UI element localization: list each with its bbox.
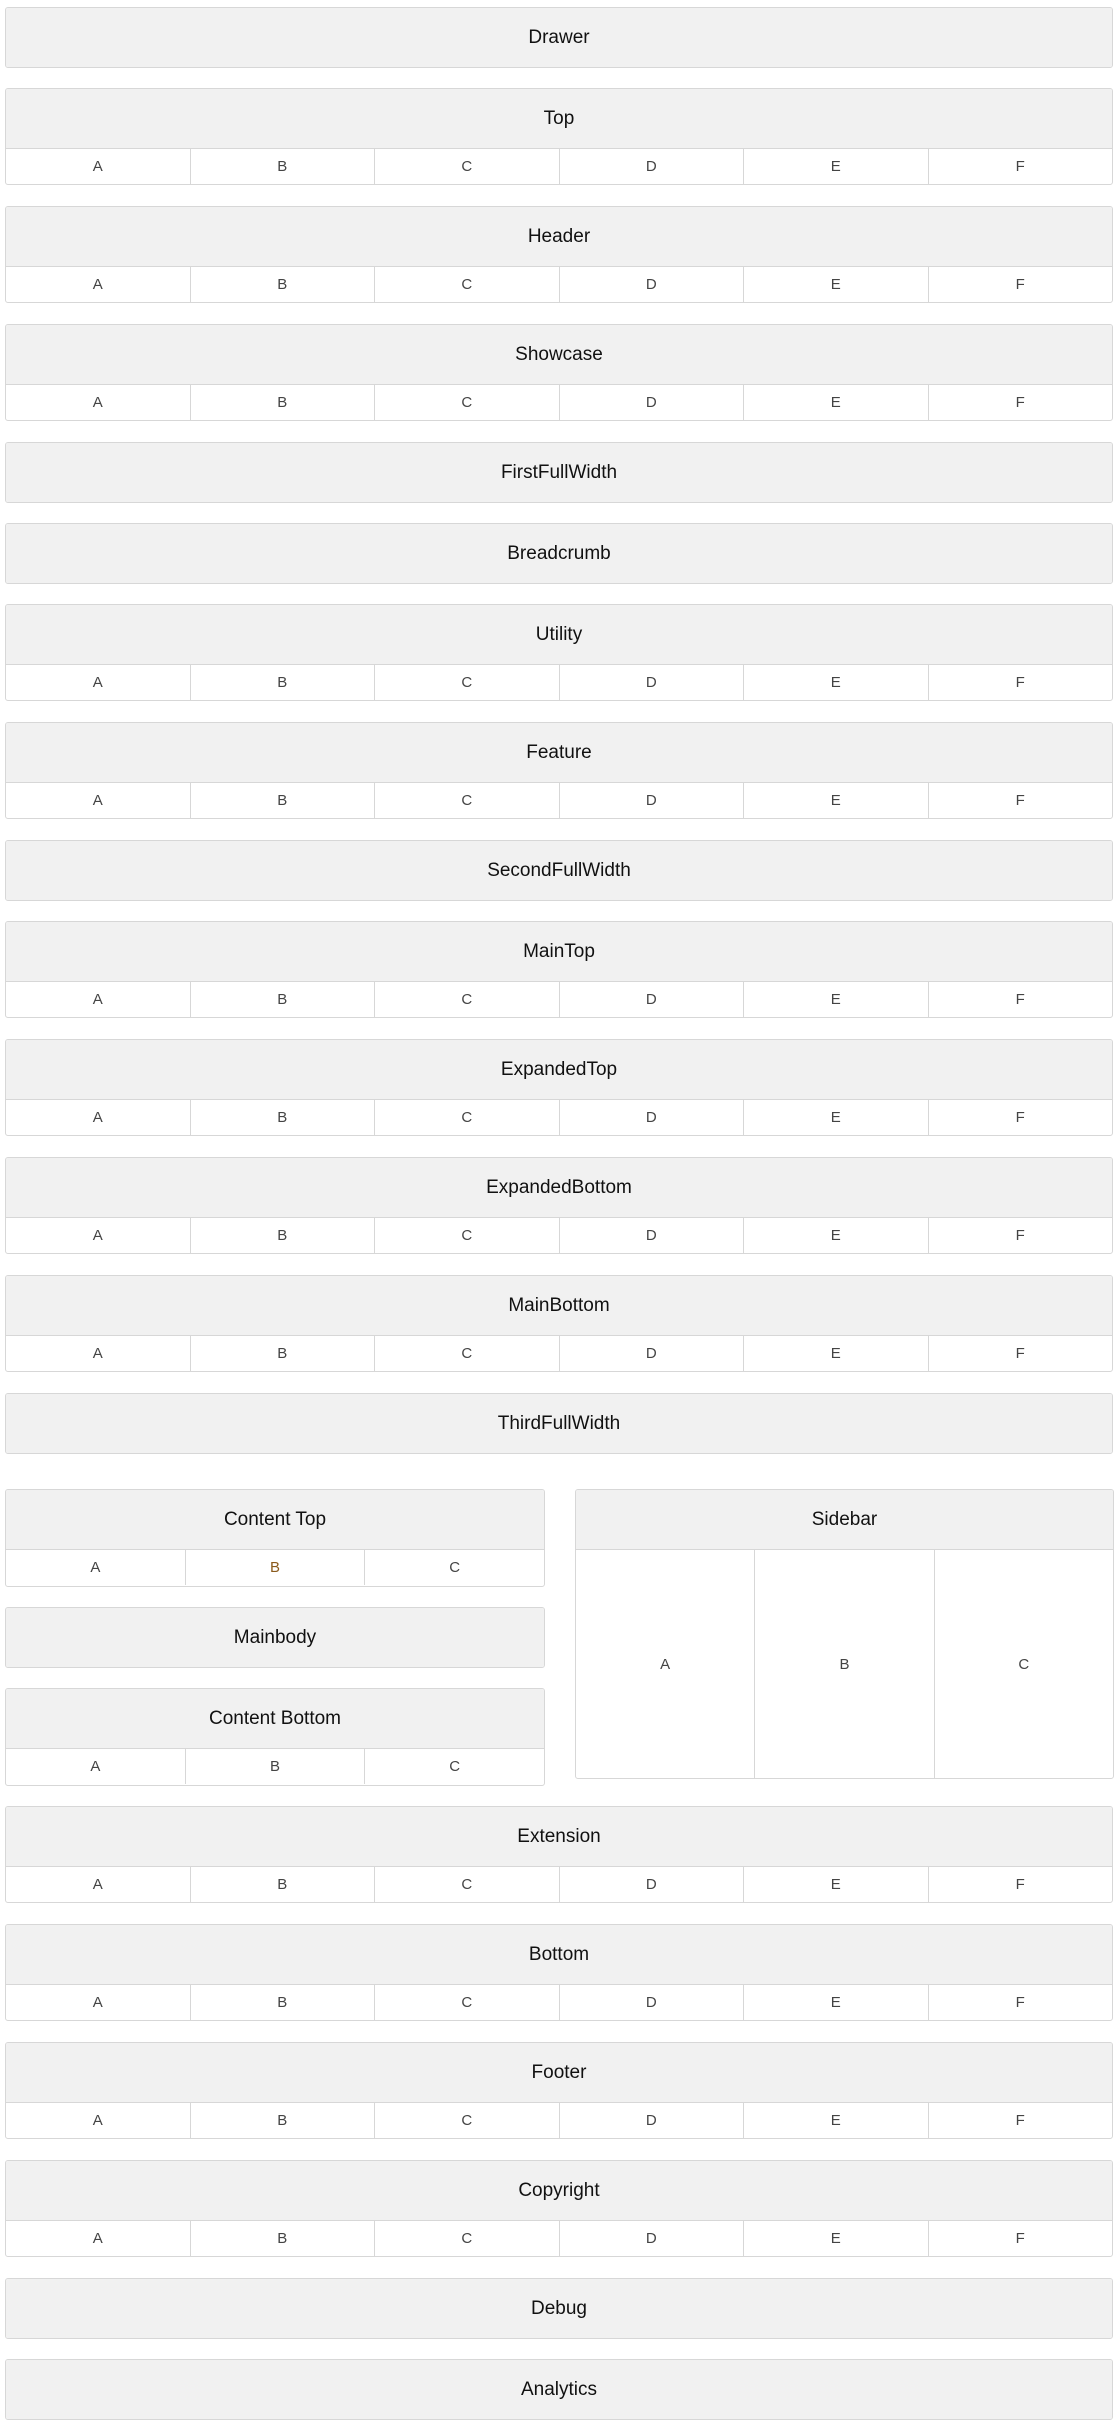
showcase-cell-d: D (560, 385, 745, 420)
expanded-top-cell-d: D (560, 1100, 745, 1135)
second-full-width-title: SecondFullWidth (6, 841, 1112, 900)
top-cell-d: D (560, 149, 745, 184)
top-cell-c: C (375, 149, 560, 184)
copyright-cells (6, 2220, 1112, 2256)
second-full-width-section (5, 840, 1113, 901)
third-full-width-section (5, 1393, 1113, 1454)
header-cell-a: A (6, 267, 191, 302)
copyright-cell-c: C (375, 2221, 560, 2256)
expanded-bottom-section (5, 1157, 1113, 1254)
main-bottom-title: MainBottom (6, 1276, 1112, 1335)
extension-cell-e: E (744, 1867, 929, 1902)
feature-cell-b: B (191, 783, 376, 818)
utility-cell-b: B (191, 665, 376, 700)
bottom-title: Bottom (6, 1925, 1112, 1984)
header-title: Header (6, 207, 1112, 266)
main-top-cell-c: C (375, 982, 560, 1017)
feature-cell-a: A (6, 783, 191, 818)
showcase-cell-b: B (191, 385, 376, 420)
extension-cell-b: B (191, 1867, 376, 1902)
mainbody-section (5, 1607, 545, 1668)
sidebar-cell-b: B (755, 1550, 934, 1778)
feature-cell-d: D (560, 783, 745, 818)
drawer-title: Drawer (6, 8, 1112, 67)
showcase-title: Showcase (6, 325, 1112, 384)
bottom-section (5, 1924, 1113, 2021)
analytics-section (5, 2359, 1113, 2420)
extension-cell-d: D (560, 1867, 745, 1902)
copyright-cell-d: D (560, 2221, 745, 2256)
main-top-title: MainTop (6, 922, 1112, 981)
debug-section (5, 2278, 1113, 2339)
top-title: Top (6, 89, 1112, 148)
copyright-cell-b: B (191, 2221, 376, 2256)
footer-section (5, 2042, 1113, 2139)
content-bottom-cells (6, 1748, 544, 1784)
header-cell-d: D (560, 267, 745, 302)
sidebar-title: Sidebar (576, 1490, 1113, 1549)
expanded-bottom-cells (6, 1217, 1112, 1253)
header-cells (6, 266, 1112, 302)
breadcrumb-title: Breadcrumb (6, 524, 1112, 583)
expanded-top-cell-e: E (744, 1100, 929, 1135)
extension-cell-c: C (375, 1867, 560, 1902)
bottom-cell-f: F (1015, 1994, 1025, 2011)
footer-cell-b: B (191, 2103, 376, 2138)
sidebar-cells (576, 1549, 1113, 1778)
first-full-width-title: FirstFullWidth (6, 443, 1112, 502)
expanded-bottom-cell-d: D (560, 1218, 745, 1253)
expanded-bottom-cell-c: C (375, 1218, 560, 1253)
bottom-cell-a: A (6, 1985, 191, 2020)
footer-cell-c: C (375, 2103, 560, 2138)
main-top-cell-e: E (744, 982, 929, 1017)
footer-title: Footer (6, 2043, 1112, 2102)
extension-cell-a: A (6, 1867, 191, 1902)
content-top-cell-c: C (449, 1559, 461, 1576)
top-section (5, 88, 1113, 185)
expanded-bottom-cell-e: E (744, 1218, 929, 1253)
utility-title: Utility (6, 605, 1112, 664)
feature-cell-e: E (744, 783, 929, 818)
breadcrumb-section (5, 523, 1113, 584)
copyright-cell-e: E (744, 2221, 929, 2256)
feature-section (5, 722, 1113, 819)
showcase-cell-c: C (375, 385, 560, 420)
content-top-cell-a: A (6, 1550, 186, 1585)
feature-cell-c: C (375, 783, 560, 818)
main-top-cell-f: F (1015, 991, 1025, 1008)
top-cells (6, 148, 1112, 184)
bottom-cells (6, 1984, 1112, 2020)
header-cell-f: F (1015, 276, 1025, 293)
expanded-top-cell-a: A (6, 1100, 191, 1135)
content-bottom-section (5, 1688, 545, 1786)
copyright-section (5, 2160, 1113, 2257)
main-top-cell-d: D (560, 982, 745, 1017)
header-cell-b: B (191, 267, 376, 302)
showcase-cell-f: F (1015, 394, 1025, 411)
footer-cell-a: A (6, 2103, 191, 2138)
header-cell-c: C (375, 267, 560, 302)
content-bottom-title: Content Bottom (6, 1689, 544, 1748)
footer-cell-f: F (1015, 2112, 1025, 2129)
drawer-section (5, 7, 1113, 68)
header-cell-e: E (744, 267, 929, 302)
main-bottom-cell-d: D (560, 1336, 745, 1371)
utility-cell-f: F (1015, 674, 1025, 691)
copyright-cell-a: A (6, 2221, 191, 2256)
content-top-cells (6, 1549, 544, 1585)
main-bottom-cell-a: A (6, 1336, 191, 1371)
mainbody-title: Mainbody (6, 1608, 544, 1667)
expanded-top-title: ExpandedTop (6, 1040, 1112, 1099)
analytics-title: Analytics (6, 2360, 1112, 2419)
showcase-section (5, 324, 1113, 421)
expanded-bottom-cell-a: A (6, 1218, 191, 1253)
showcase-cell-e: E (744, 385, 929, 420)
first-full-width-section (5, 442, 1113, 503)
header-section (5, 206, 1113, 303)
main-top-cell-b: B (191, 982, 376, 1017)
main-top-cell-a: A (6, 982, 191, 1017)
footer-cells (6, 2102, 1112, 2138)
content-top-title: Content Top (6, 1490, 544, 1549)
footer-cell-e: E (744, 2103, 929, 2138)
main-bottom-cell-f: F (1015, 1345, 1025, 1362)
utility-cell-e: E (744, 665, 929, 700)
main-top-section (5, 921, 1113, 1018)
main-bottom-cell-e: E (744, 1336, 929, 1371)
expanded-bottom-title: ExpandedBottom (6, 1158, 1112, 1217)
extension-section (5, 1806, 1113, 1903)
top-cell-a: A (6, 149, 191, 184)
expanded-bottom-cell-f: F (1015, 1227, 1025, 1244)
feature-cell-f: F (1015, 792, 1025, 809)
main-bottom-section (5, 1275, 1113, 1372)
top-cell-b: B (191, 149, 376, 184)
bottom-cell-b: B (191, 1985, 376, 2020)
showcase-cell-a: A (6, 385, 191, 420)
copyright-cell-f: F (1015, 2230, 1025, 2247)
top-cell-e: E (744, 149, 929, 184)
expanded-top-cell-c: C (375, 1100, 560, 1135)
footer-cell-d: D (560, 2103, 745, 2138)
content-bottom-cell-a: A (6, 1749, 186, 1784)
showcase-cells (6, 384, 1112, 420)
main-bottom-cell-b: B (191, 1336, 376, 1371)
content-top-section (5, 1489, 545, 1587)
third-full-width-title: ThirdFullWidth (6, 1394, 1112, 1453)
copyright-title: Copyright (6, 2161, 1112, 2220)
content-bottom-cell-c: C (449, 1758, 461, 1775)
top-cell-f: F (1015, 158, 1025, 175)
expanded-top-cells (6, 1099, 1112, 1135)
main-bottom-cell-c: C (375, 1336, 560, 1371)
expanded-top-section (5, 1039, 1113, 1136)
main-bottom-cells (6, 1335, 1112, 1371)
extension-title: Extension (6, 1807, 1112, 1866)
expanded-bottom-cell-b: B (191, 1218, 376, 1253)
bottom-cell-d: D (560, 1985, 745, 2020)
utility-cell-d: D (560, 665, 745, 700)
bottom-cell-c: C (375, 1985, 560, 2020)
expanded-top-cell-f: F (1015, 1109, 1025, 1126)
expanded-top-cell-b: B (191, 1100, 376, 1135)
feature-cells (6, 782, 1112, 818)
sidebar-section (575, 1489, 1114, 1779)
content-bottom-cell-b: B (186, 1749, 366, 1784)
content-top-cell-b: B (186, 1550, 366, 1585)
main-top-cells (6, 981, 1112, 1017)
utility-cell-c: C (375, 665, 560, 700)
utility-cell-a: A (6, 665, 191, 700)
sidebar-cell-a: A (576, 1550, 755, 1778)
extension-cell-f: F (1015, 1876, 1025, 1893)
utility-cells (6, 664, 1112, 700)
feature-title: Feature (6, 723, 1112, 782)
bottom-cell-e: E (744, 1985, 929, 2020)
extension-cells (6, 1866, 1112, 1902)
utility-section (5, 604, 1113, 701)
debug-title: Debug (6, 2279, 1112, 2338)
sidebar-cell-c: C (1018, 1655, 1030, 1673)
